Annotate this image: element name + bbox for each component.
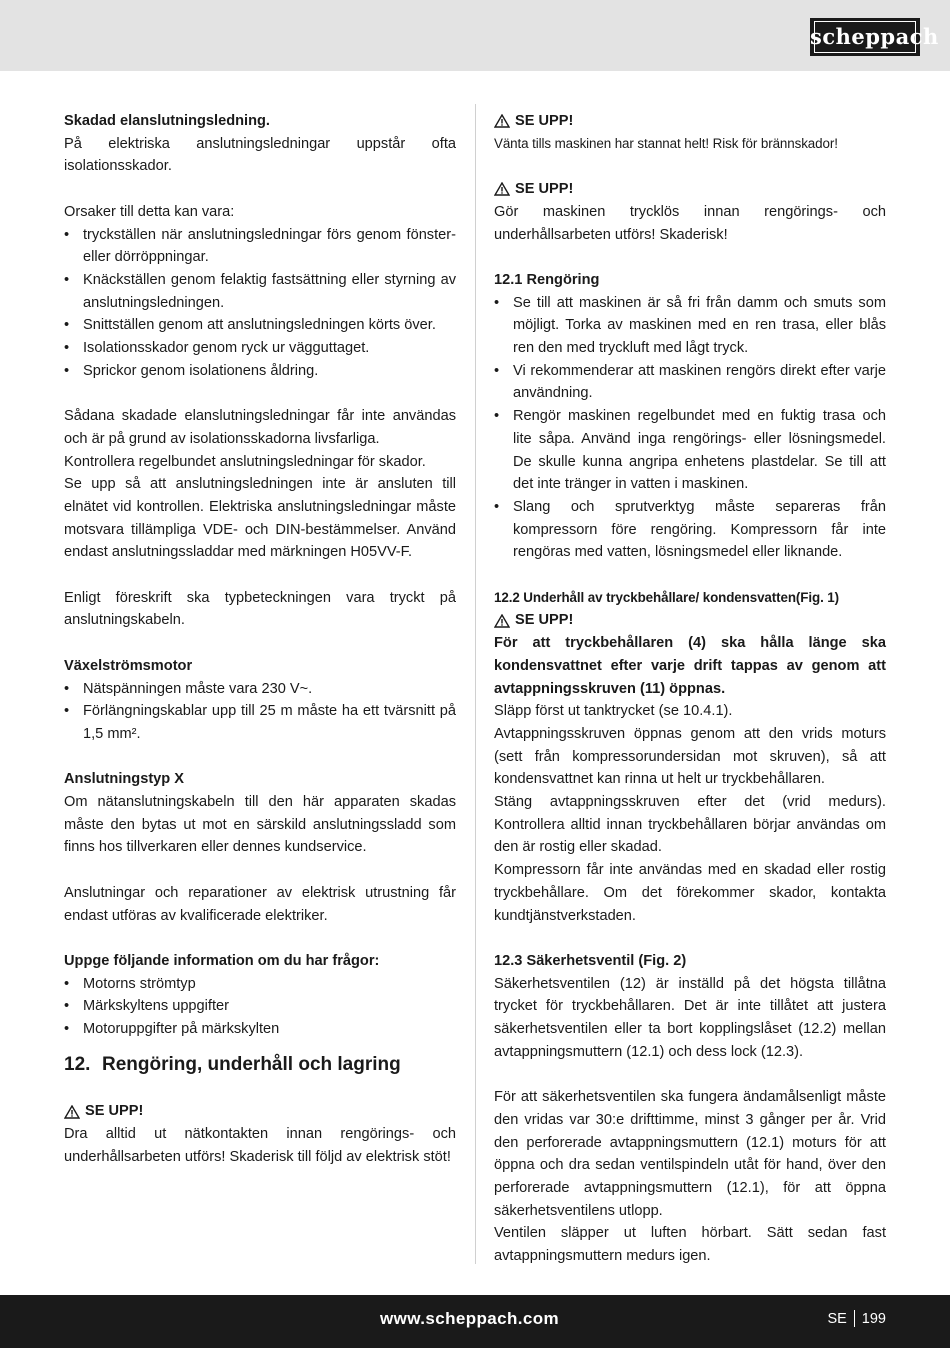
section-number: 12. xyxy=(64,1053,91,1075)
section-title: Rengöring, underhåll och lagring xyxy=(102,1053,401,1075)
paragraph: Släpp först ut tanktrycket (se 10.4.1). xyxy=(494,703,733,720)
right-column xyxy=(494,110,886,1268)
warning-text: Vänta tills maskinen har stannat helt! Risk för brännskador! xyxy=(494,135,838,151)
warning-text: Dra alltid ut nätkontakten innan rengörings- och underhållsarbeten utförs! Skaderisk till följd av elektrisk stöt! xyxy=(64,1126,456,1165)
ac-motor-title: Växelströmsmotor xyxy=(64,657,193,674)
paragraph: För att säkerhetsventilen ska fungera ändamålsenligt måste den vridas var 30:e drifttimme, minst 3 gånger per år. Vrid den perforerade avtappningsmuttern (12.1) moturs för att öppna och dra sedan ventilspindeln utåt för hand, över den perforerade avtappningsmuttern (12.1), för att öppna säkerhetsventilens utlopp. xyxy=(494,1089,886,1219)
list-item: • tryckställen när anslutningsledningar förs genom fönster- eller dörröppningar. xyxy=(64,224,456,269)
list-item: • Se till att maskinen är så fri från damm och smuts som möjligt. Torka av maskinen med en ren trasa, eller blås ren den med tryckluft med lågt tryck. xyxy=(494,292,886,360)
page-indicator xyxy=(827,1310,886,1327)
page-separator xyxy=(854,1310,855,1327)
damaged-cable-intro: På elektriska anslutningsledningar uppstår ofta isolationsskador. xyxy=(64,135,456,175)
list-item: • Motoruppgifter på märkskylten xyxy=(64,1018,456,1041)
paragraph: Avtappningsskruven öppnas genom att den vrids moturs (sett från kompressorundersidan mot skruven), så att kondensvattnet kan rinna ut helt ur tryckbehållaren. xyxy=(494,725,886,788)
connection-x-title: Anslutningstyp X xyxy=(64,771,184,788)
warning-heading xyxy=(64,1100,456,1123)
warning-heading xyxy=(494,110,886,133)
paragraph: Kontrollera regelbundet anslutningsledningar för skador. xyxy=(64,453,426,470)
warning-label: SE UPP! xyxy=(515,612,574,629)
damaged-cable-title: Skadad elanslutningsledning. xyxy=(64,113,270,129)
list-item: • Motorns strömtyp xyxy=(64,973,456,996)
paragraph: Se upp så att anslutningsledningen inte är ansluten till elnätet vid kontrollen. Elektriska anslutningsledningar måste motsvara tillämpliga VDE- och DIN-bestämmelser. Använd endast anslutningssladdar med märkningen H05VV-F. xyxy=(64,476,456,561)
info-title: Uppge följande information om du har frågor: xyxy=(64,952,380,969)
footer-website: www.scheppach.com xyxy=(380,1309,560,1328)
cleaning-list xyxy=(494,292,886,564)
warning-triangle-icon xyxy=(494,114,510,128)
warning-text: Gör maskinen trycklös innan rengörings- och underhållsarbeten utförs! Skaderisk! xyxy=(494,203,886,243)
causes-list xyxy=(64,224,456,383)
subsection-title: 12.3 Säkerhetsventil (Fig. 2) xyxy=(494,952,687,969)
list-item: • Snittställen genom att anslutningsledningen körts över. xyxy=(64,314,456,337)
warning-label: SE UPP! xyxy=(515,113,574,129)
paragraph: Om nätanslutningskabeln till den här apparaten skadas måste den bytas ut mot en särskild anslutningssladd som finns hos tillverkaren eller dennes kundservice. xyxy=(64,794,456,856)
footer-band xyxy=(0,1295,950,1348)
warning-label: SE UPP! xyxy=(515,181,574,198)
language-code: SE xyxy=(827,1310,847,1327)
header-band xyxy=(0,0,950,71)
list-item: • Märkskyltens uppgifter xyxy=(64,995,456,1018)
ac-motor-list xyxy=(64,678,456,746)
page-number: 199 xyxy=(861,1310,886,1327)
paragraph: Säkerhetsventilen (12) är inställd på det högsta tillåtna trycket för tryckbehållaren. Det är inte tillåtet att justera säkerhetsventilen eller ta bort kopplingslåset (12.2) mellan avtappningsmuttern (12.1) och dess lock (12.3). xyxy=(494,975,886,1060)
paragraph: Enligt föreskrift ska typbeteckningen vara tryckt på anslutningskabeln. xyxy=(64,589,456,629)
brand-logo: scheppach xyxy=(810,18,920,56)
paragraph: Stäng avtappningsskruven efter det (vrid medurs). Kontrollera alltid innan tryckbehållaren börjar användas om den är rostig eller skadad. xyxy=(494,794,886,856)
paragraph: Ventilen släpper ut luften hörbart. Sätt sedan fast avtappningsmuttern medurs igen. xyxy=(494,1225,886,1265)
warning-triangle-icon xyxy=(494,182,510,196)
section-heading xyxy=(64,1052,456,1078)
paragraph: Sådana skadade elanslutningsledningar får inte användas och är på grund av isolationsskadorna livsfarliga. xyxy=(64,408,456,447)
warning-triangle-icon xyxy=(494,614,510,628)
warning-heading xyxy=(494,609,886,632)
list-item: • Förlängningskablar upp till 25 m måste ha ett tvärsnitt på 1,5 mm². xyxy=(64,700,456,745)
list-item: • Slang och sprutverktyg måste separeras från kompressorn före rengöring. Kompressorn får inte rengöras med vatten, lösningsmedel eller liknande. xyxy=(494,496,886,564)
paragraph: Kompressorn får inte användas med en skadad eller rostig tryckbehållare. Om det förekommer skador, kontakta kundtjänstverkstaden. xyxy=(494,862,886,924)
list-item: • Sprickor genom isolationens åldring. xyxy=(64,360,456,383)
info-list xyxy=(64,973,456,1041)
list-item: • Isolationsskador genom ryck ur vägguttaget. xyxy=(64,337,456,360)
warning-label: SE UPP! xyxy=(85,1103,144,1120)
warning-heading xyxy=(494,178,886,201)
causes-intro: Orsaker till detta kan vara: xyxy=(64,203,235,220)
subsection-title: 12.2 Underhåll av tryckbehållare/ kondensvatten(Fig. 1) xyxy=(494,589,840,605)
bold-instruction: För att tryckbehållaren (4) ska hålla länge ska kondensvattnet efter varje drift tappas av genom att avtappningsskruven (11) öppnas. xyxy=(494,635,886,697)
column-divider xyxy=(475,104,476,1264)
list-item: • Nätspänningen måste vara 230 V~. xyxy=(64,678,456,701)
warning-triangle-icon xyxy=(64,1105,80,1119)
left-column xyxy=(64,110,456,1169)
list-item: • Rengör maskinen regelbundet med en fuktig trasa och lite såpa. Använd inga rengörings- eller lösningsmedel. De skulle kunna angripa enhetens plastdelar. Se till att det inte tränger in vatten i maskinen. xyxy=(494,405,886,496)
list-item: • Knäckställen genom felaktig fastsättning eller styrning av anslutningsledningen. xyxy=(64,269,456,314)
list-item: • Vi rekommenderar att maskinen rengörs direkt efter varje användning. xyxy=(494,360,886,405)
paragraph: Anslutningar och reparationer av elektrisk utrustning får endast utföras av kvalificerade elektriker. xyxy=(64,884,456,924)
subsection-title: 12.1 Rengöring xyxy=(494,271,600,288)
